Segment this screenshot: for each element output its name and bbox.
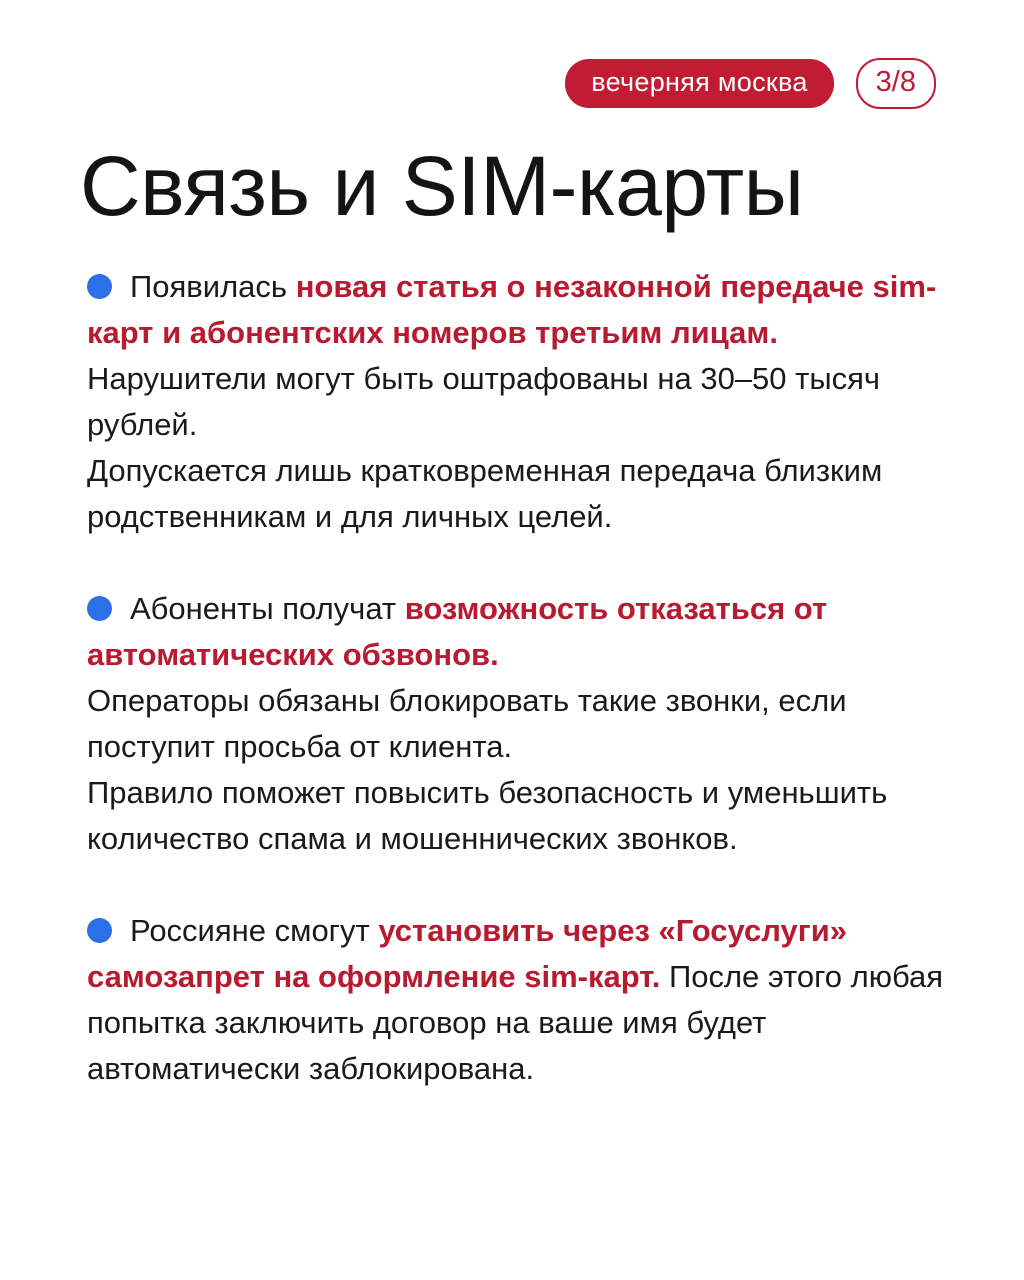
- item-text: Допускается лишь кратковременная передача близким родственникам и для личных целей.: [87, 453, 883, 534]
- item-text: Правило поможет повысить безопасность и уменьшить количество спама и мошеннических звонков.: [87, 775, 888, 856]
- page-title: Связь и SIM-карты: [80, 139, 804, 233]
- content: [87, 264, 947, 1138]
- item-intro: Россияне смогут: [130, 913, 379, 948]
- news-item-3: [87, 908, 947, 1092]
- item-intro: Появилась: [130, 269, 296, 304]
- header: [565, 58, 936, 109]
- news-item-1: [87, 264, 947, 540]
- bullet-dot-icon: [87, 274, 112, 299]
- item-highlight: возможность отказаться от автоматических обзвонов.: [87, 591, 828, 672]
- page-indicator: 3/8: [856, 58, 936, 109]
- brand-badge: вечерняя москва: [565, 59, 833, 108]
- bullet-dot-icon: [87, 596, 112, 621]
- item-intro: Абоненты получат: [130, 591, 405, 626]
- news-item-2: [87, 586, 947, 862]
- item-text: Операторы обязаны блокировать такие звонки, если поступит просьба от клиента.: [87, 683, 847, 764]
- item-highlight: установить через «Госуслуги» самозапрет на оформление sim-карт.: [87, 913, 847, 994]
- bullet-dot-icon: [87, 918, 112, 943]
- item-text: Нарушители могут быть оштрафованы на 30–50 тысяч рублей.: [87, 361, 881, 442]
- item-highlight: новая статья о незаконной передаче sim-карт и абонентских номеров третьим лицам.: [87, 269, 937, 350]
- item-text: После этого любая попытка заключить договор на ваше имя будет автоматически заблокирована.: [87, 959, 944, 1086]
